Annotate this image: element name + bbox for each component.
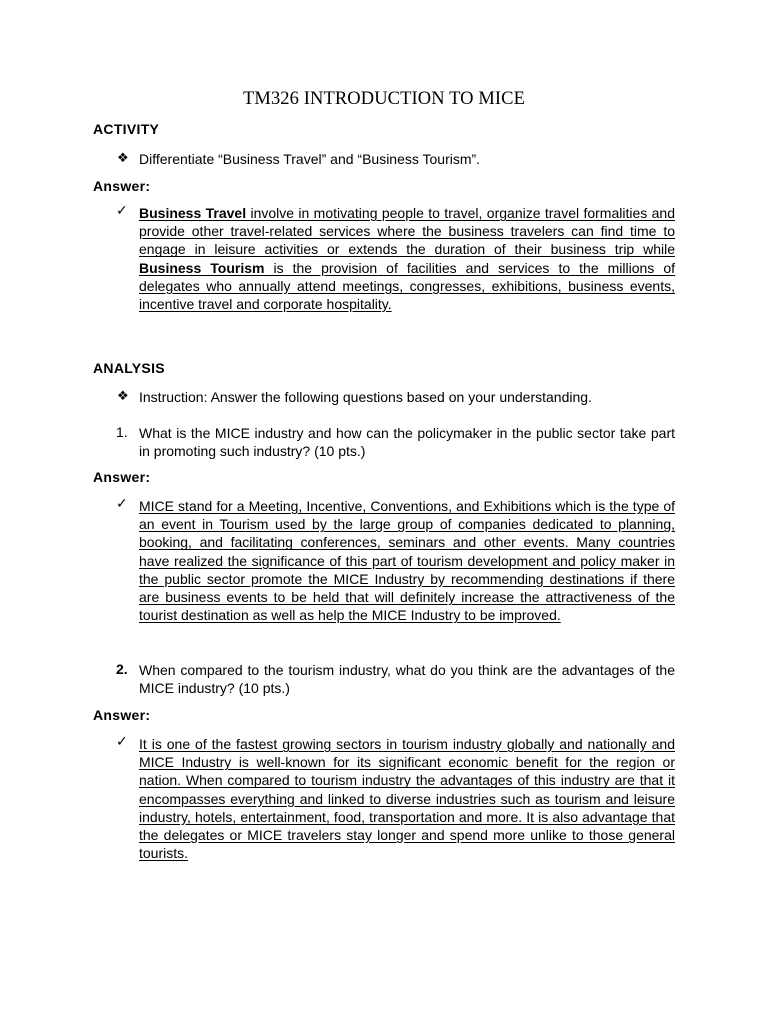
activity-heading: ACTIVITY [93, 121, 160, 137]
term-business-tourism: Business Tourism [139, 259, 265, 276]
question-2-answer: It is one of the fastest growing sectors in tourism industry globally and nationally and MICE Industry is well-known for its significant economic benefit for the region or nation. When compared to tourism industry the advantages of this industry are that it encompasses everything and linked to diverse industries such as tourism and leisure industry, hotels, entertainment, food, transportation and more. It is also advantage that the delegates or MICE travelers stay longer and spend more unlike to those general tourists. [139, 736, 675, 862]
checkmark-icon: ✓ [116, 734, 128, 750]
term-business-travel: Business Travel [139, 205, 247, 221]
checkmark-icon: ✓ [116, 203, 128, 219]
answer-text-part: involve in motivating people to travel, organize travel formalities and provide other travel-related services where the business travelers can find time to engage in leisure activities or extends the duration of their business trip while [139, 205, 675, 258]
activity-answer-label: Answer: [93, 178, 151, 194]
question-1-text: What is the MICE industry and how can the policymaker in the public sector take part in promoting such industry? (10 pts.) [139, 425, 675, 460]
question-2-number: 2. [116, 661, 128, 677]
question-1-number: 1. [116, 424, 128, 440]
checkmark-icon: ✓ [116, 496, 128, 512]
question-1-answer: MICE stand for a Meeting, Incentive, Conventions, and Exhibitions which is the type of an event in Tourism used by the large group of companies dedicated to planning, booking, and facilitating conferences, seminars and other events. Many countries have realized the significance of this part of tourism development and policy maker in the public sector promote the MICE Industry by recommending destinations if there are business events to be held that will definitely increase the attractiveness of the tourist destination as well as help the MICE Industry to be improved. [139, 498, 675, 624]
analysis-instruction: Instruction: Answer the following questions based on your understanding. [139, 389, 592, 405]
question-2-answer-label: Answer: [93, 707, 151, 723]
diamond-bullet-icon: ❖ [117, 389, 129, 404]
question-2-text: When compared to the tourism industry, what do you think are the advantages of the MICE industry? (10 pts.) [139, 662, 675, 697]
diamond-bullet-icon: ❖ [117, 151, 129, 166]
question-1-answer-label: Answer: [93, 469, 151, 485]
activity-instruction: Differentiate “Business Travel” and “Business Tourism”. [139, 151, 481, 167]
analysis-heading: ANALYSIS [93, 360, 165, 376]
activity-answer [139, 204, 675, 313]
answer-text-part: is the provision of facilities and services to the millions of delegates who annually attend meetings, congresses, exhibitions, business events, incentive travel and corporate hospitality. [139, 259, 676, 313]
page-title: TM326 INTRODUCTION TO MICE [243, 89, 525, 109]
